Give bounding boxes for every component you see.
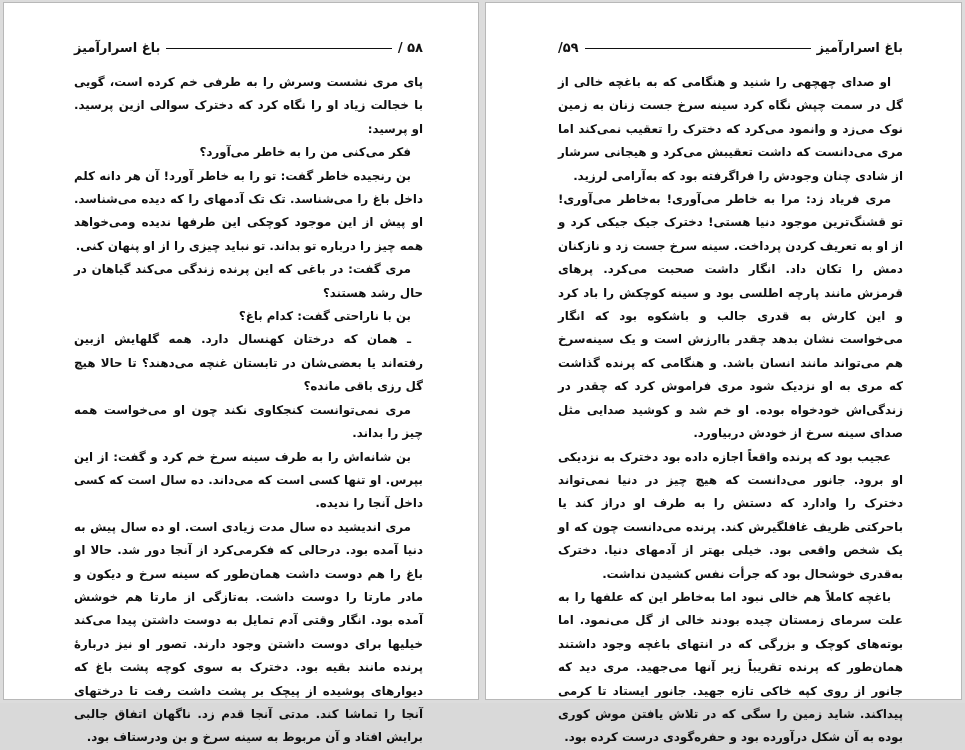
left-page-content	[74, 37, 423, 750]
left-body-text	[74, 71, 423, 750]
paragraph: پای مری نشست وسرش را به طرفی خم کرده است، گویی با خجالت زیاد او را نگاه کرد که دخترک سوالی ازین پرسید. او پرسید:	[74, 75, 423, 136]
paragraph: فکر می‌کنی من را به خاطر می‌آورد؟	[199, 145, 411, 160]
paragraph: ـ همان که درختان کهنسال دارد. همه گلهایش ازبین رفته‌اند یا بعضی‌شان در تابستان غنچه می‌دهند؟ تا حالا هیچ گل رزی باقی مانده؟	[74, 332, 423, 394]
left-running-title: باغ اسرارآمیز	[74, 40, 161, 56]
right-page-content	[558, 37, 903, 750]
left-page	[3, 2, 479, 745]
right-page	[485, 2, 962, 745]
header-rule	[585, 48, 811, 49]
right-running-head	[558, 37, 903, 59]
paragraph: مری نمی‌توانست کنجکاوی نکند چون او می‌خواست همه چیز را بداند.	[74, 402, 423, 441]
paragraph: مری فریاد زد: مرا به خاطر می‌آوری! به‌خاطر می‌آوری! تو قشنگ‌ترین موجود دنیا هستی! دخترک جیک جیکی کرد و از او به تعریف کردن پرداخت. سینه سرخ جست زد و نازکنان دمش را تکان داد. انگار داشت صحبت می‌کرد. پرهای قرمزش مانند پارچه اطلسی بود و سینه کوچکش را باد کرد و این کارش به قدری جالب و باشکوه بود که انگار می‌خواست نشان بدهد چقدر باارزش است و یک سینه‌سرخ هم می‌تواند مانند انسان باشد. و هنگامی که پرنده گذاشت که مری به او نزدیک شود مری فراموش کرد که چقدر در زندگی‌اش خودخواه بوده. او خم شد و کوشید صدایی مثل صدای سینه سرخ از خودش دربیاورد.	[558, 192, 903, 441]
paragraph: باغچه کاملاً هم خالی نبود اما به‌خاطر این که علفها را به علت سرمای زمستان چیده بودند خالی از گل می‌نمود. اما بوته‌های کوچک و بزرگی که در انتهای باغچه وجود داشتند همان‌طور که پرنده تقریباً زیر آنها می‌جهید. مری دید که جانور از روی کپه خاکی تازه جهید. جانور ایستاد تا کرمی پیداکند. شاید زمین را سگی که در تلاش یافتن موش کوری بوده به آن شکل درآورده بود و حفره‌گودی درست کرده بود.	[558, 589, 903, 745]
paragraph: مری اندیشید ده سال مدت زیادی است. او ده سال پیش به دنیا آمده بود. درحالی که فکرمی‌کرد از آنجا دور شد. حالا او باغ را هم دوست داشت همان‌طور که سینه سرخ و دیکون و مادر مارتا را دوست داشت. به‌تازگی از مارتا هم خوشش آمده بود. انگار وقتی آدم تمایل به دوست داشتن پیدا می‌کند خیلیها برای دوست داشتن وجود دارند. تصور او نیز دربارهٔ پرنده مانند بقیه بود. دخترک به سوی کوچه پشت باغ که دیوارهای پوشیده از پیچک بر پشت داشت رفت تا درختهای آنجا را تماشا کند. مدتی آنجا قدم زد. ناگهان اتفاق جالبی برایش افتاد و آن مربوط به سینه سرخ و بن ودرستاف بود.	[74, 519, 423, 745]
paragraph: مری گفت: در باغی که این پرنده زندگی می‌کند گیاهان در حال رشد هستند؟	[74, 262, 423, 300]
right-page-number: ۵۹/	[558, 40, 579, 56]
right-running-title: باغ اسرارآمیز	[816, 40, 903, 56]
paragraph: بن شانه‌اش را به طرف سینه سرخ خم کرد و گفت: از این بپرس. او تنها کسی است که می‌داند. ده سال است که کسی داخل آنجا را ندیده.	[74, 449, 423, 511]
paragraph: بن رنجیده خاطر گفت: تو را به خاطر آورد! آن هر دانه کلم داخل باغ را می‌شناسد. تک تک آدمهای را که دیده می‌شناسد. او پیش از این موجود کوچکی این طرفها ندیده ومی‌خواهد همه چیز را درباره تو بداند. تو نباید چیزی را از او پنهان کنی.	[74, 168, 423, 253]
left-running-head	[74, 37, 423, 59]
header-rule	[166, 48, 392, 49]
paragraph: بن با ناراحتی گفت: کدام باغ؟	[238, 309, 411, 324]
paragraph: او صدای چهچهی را شنید و هنگامی که به باغچه خالی از گل در سمت چپش نگاه کرد سینه سرخ جست زنان به زمین نوک می‌زد و وانمود می‌کرد که دخترک را تعقیب نمی‌کند اما مری می‌دانست که داشت تعقیبش می‌کرد و هیجانی سرشار از شادی چنان وجودش را فراگرفته بود که به‌آرامی لرزید.	[558, 75, 903, 183]
left-page-number: ۵۸ /	[397, 40, 423, 56]
paragraph: عجیب بود که پرنده واقعاً اجازه داده بود دخترک به نزدیکی او برود. جانور می‌دانست که هیچ چیز در دنیا نمی‌تواند دخترک را وادارد که دستش را به طرف او دراز کند یا باحرکتی ظریف غافلگیرش کند. پرنده می‌دانست چون که او یک شخص واقعی بود. خیلی بهتر از آدمهای دنیا. دخترک به‌قدری خوشحال بود که جرأت نفس کشیدن نداشت.	[558, 449, 903, 581]
right-body-text	[558, 71, 903, 750]
